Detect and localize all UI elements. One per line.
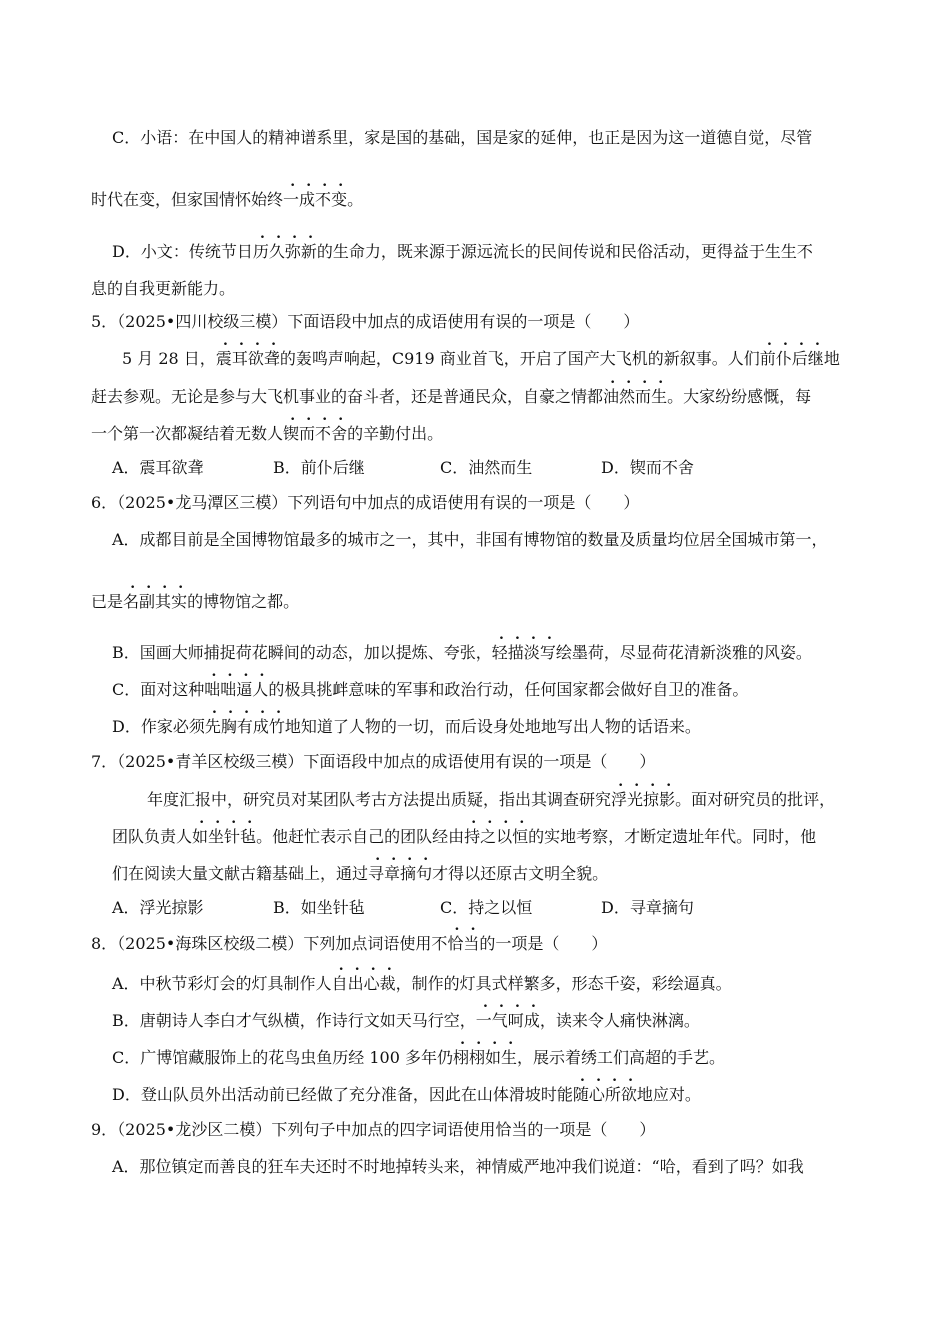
emphasis-char: 掠 <box>643 790 660 809</box>
emphasis-char: 不 <box>315 190 332 209</box>
emphasis-char: 轻 <box>491 643 508 662</box>
emphasized-idiom <box>760 349 824 368</box>
emphasis-char: 成 <box>299 190 316 209</box>
emphasis-char: 弥 <box>284 242 301 261</box>
q7-option-d[interactable]: D．寻章摘句 <box>601 898 694 917</box>
emphasis-char: 栩 <box>452 1048 469 1067</box>
q6-option-a-line2 <box>91 592 299 612</box>
emphasized-idiom <box>492 643 556 662</box>
text: ，展示着绣工们高超的手艺。 <box>517 1048 726 1067</box>
q8-option-c <box>112 1048 725 1068</box>
text: 。 <box>347 190 364 209</box>
q7-passage-line1 <box>147 790 835 810</box>
emphasis-char: 欲 <box>620 1085 637 1104</box>
emphasis-char: 而 <box>299 424 316 443</box>
emphasis-char: 如 <box>485 1048 502 1067</box>
emphasis-char: 历 <box>252 242 269 261</box>
q8-option-a <box>112 974 732 994</box>
q7-option-c[interactable]: C．持之以恒 <box>440 898 533 917</box>
q9-stem: 9．（2025•龙沙区二模）下列句子中加点的四字词语使用恰当的一项是（ ） <box>91 1120 656 1139</box>
emphasis-char: 竹 <box>268 717 285 736</box>
emphasis-char: 生 <box>501 1048 518 1067</box>
emphasis-char: 裁 <box>379 974 396 993</box>
q6-stem: 6．（2025•龙马潭区三模）下列语句中加点的成语使用有误的一项是（ ） <box>91 493 640 512</box>
text: 地 <box>823 349 840 368</box>
emphasis-char: 咄 <box>220 680 237 699</box>
emphasis-char: 前 <box>759 349 776 368</box>
emphasis-char: 胸 <box>220 717 237 736</box>
emphasis-char: 然 <box>619 387 636 406</box>
text: 绘墨荷，尽显荷花清新淡雅的风姿。 <box>555 643 812 662</box>
emphasis-char: 锲 <box>283 424 300 443</box>
text: C．面对这种 <box>112 680 205 699</box>
emphasized-idiom <box>216 349 280 368</box>
emphasis-char: 先 <box>204 717 221 736</box>
text: 的轰鸣声响起，C919 商业首飞，开启了国产大飞机的新叙事。人们 <box>279 349 760 368</box>
emphasized-idiom <box>464 827 528 846</box>
text: 8．（2025•海珠区校级二模）下列加点词语使用不 <box>91 934 448 953</box>
emphasis-char: 光 <box>627 790 644 809</box>
emphasized-idiom <box>368 864 432 883</box>
text: D．登山队员外出活动前已经做了充分准备，因此在山体滑坡时能 <box>112 1085 573 1104</box>
emphasis-char: 生 <box>651 387 668 406</box>
text: 的生命力，既来源于源远流长的民间传说和民俗活动，更得益于生生不 <box>316 242 813 261</box>
emphasized-idiom <box>453 1048 517 1067</box>
q4-option-c-line1: C．小语：在中国人的精神谱系里，家是国的基础，国是家的延伸，也正是因为这一道德自觉，尽管 <box>112 128 813 147</box>
emphasis-char: 描 <box>507 643 524 662</box>
emphasis-char: 恰 <box>447 934 464 953</box>
emphasis-char: 心 <box>588 1085 605 1104</box>
emphasis-char: 持 <box>464 827 481 846</box>
text: ，读来令人痛快淋漓。 <box>539 1011 700 1030</box>
emphasis-char: 有 <box>236 717 253 736</box>
q4-option-d-line2: 息的自我更新能力。 <box>91 279 236 298</box>
q7-passage-line3 <box>112 864 608 884</box>
emphasis-char: 心 <box>363 974 380 993</box>
emphasis-char: 油 <box>603 387 620 406</box>
emphasized-idiom <box>476 1011 540 1030</box>
emphasis-char: 淡 <box>523 643 540 662</box>
q6-option-d <box>112 717 701 737</box>
q8-stem <box>91 934 607 954</box>
q6-option-a-line1: A．成都目前是全国博物馆最多的城市之一，其中，非国有博物馆的数量及质量均位居全国城市第一， <box>112 530 828 549</box>
emphasis-char: 耳 <box>231 349 248 368</box>
emphasis-char: 出 <box>347 974 364 993</box>
emphasis-char: 逼 <box>236 680 253 699</box>
emphasis-char: 随 <box>572 1085 589 1104</box>
q5-passage-line1 <box>122 349 840 369</box>
emphasis-char: 名 <box>123 592 140 611</box>
emphasis-char: 久 <box>268 242 285 261</box>
emphasis-char: 成 <box>523 1011 540 1030</box>
emphasis-char: 新 <box>300 242 317 261</box>
q7-stem: 7．（2025•青羊区校级三模）下面语段中加点的成语使用有误的一项是（ ） <box>91 752 656 771</box>
text: 的实地考察，才断定遗址年代。同时，他 <box>528 827 817 846</box>
q9-option-a-line1: A．那位镇定而善良的狂车夫还时不时地掉转头来，神情威严地冲我们说道：“哈，看到了吗？如我 <box>112 1157 804 1176</box>
q7-passage-line2 <box>112 827 816 847</box>
text: 。大家纷纷感慨，每 <box>667 387 812 406</box>
text: B．唐朝诗人李白才气纵横，作诗行文如天马行空， <box>112 1011 476 1030</box>
q4-option-d-line1 <box>112 242 813 262</box>
emphasis-char: 摘 <box>400 864 417 883</box>
text: 。他赶忙表示自己的团队经由 <box>256 827 465 846</box>
emphasis-char: 而 <box>635 387 652 406</box>
emphasis-char: 咄 <box>204 680 221 699</box>
emphasis-char: 写 <box>539 643 556 662</box>
q5-option-d[interactable]: D．锲而不舍 <box>601 458 694 477</box>
emphasis-char: 影 <box>659 790 676 809</box>
text: 时代在变，但家国情怀始终 <box>91 190 284 209</box>
emphasized-idiom <box>332 974 396 993</box>
q5-option-c[interactable]: C．油然而生 <box>440 458 533 477</box>
emphasized-idiom <box>123 592 187 611</box>
emphasis-char: 继 <box>807 349 824 368</box>
emphasis-char: 自 <box>331 974 348 993</box>
text: 5 月 28 日， <box>122 349 216 368</box>
text: 地知道了人物的一切，而后设身处地地写出人物的话语来。 <box>284 717 701 736</box>
text: 才得以还原古文明全貌。 <box>432 864 609 883</box>
text: 的博物馆之都。 <box>187 592 300 611</box>
text: D．小文：传统节日 <box>112 242 253 261</box>
emphasis-char: 一 <box>283 190 300 209</box>
emphasis-char: 其 <box>155 592 172 611</box>
text: 已是 <box>91 592 124 611</box>
q5-option-b[interactable]: B．前仆后继 <box>273 458 365 477</box>
text: 的辛勤付出。 <box>347 424 444 443</box>
q5-option-a[interactable]: A．震耳欲聋 <box>112 458 204 477</box>
emphasis-char: 寻 <box>368 864 385 883</box>
emphasis-char: 舍 <box>331 424 348 443</box>
emphasis-char: 后 <box>791 349 808 368</box>
text: 团队负责人 <box>112 827 193 846</box>
text: 的一项是（ ） <box>479 934 608 953</box>
emphasis-char: 气 <box>491 1011 508 1030</box>
emphasis-char: 变 <box>331 190 348 209</box>
emphasis-char: 聋 <box>263 349 280 368</box>
text: 赶去参观。无论是参与大飞机事业的奋斗者，还是普通民众，自豪之情都 <box>91 387 604 406</box>
text: 一个第一次都凝结着无数人 <box>91 424 284 443</box>
emphasized-idiom <box>611 790 675 809</box>
emphasis-char: 坐 <box>208 827 225 846</box>
emphasized-idiom <box>573 1085 637 1104</box>
emphasis-char: 章 <box>384 864 401 883</box>
text: 地应对。 <box>636 1085 701 1104</box>
emphasis-char: 不 <box>315 424 332 443</box>
text: ，制作的灯具式样繁多，形态千姿，彩绘逼真。 <box>395 974 732 993</box>
emphasized-idiom <box>283 190 347 209</box>
emphasis-char: 以 <box>496 827 513 846</box>
q7-option-a[interactable]: A．浮光掠影 <box>112 898 204 917</box>
q4-option-c-line2 <box>91 190 363 210</box>
emphasis-char: 如 <box>192 827 209 846</box>
emphasis-char: 成 <box>252 717 269 736</box>
emphasized-word <box>447 934 479 953</box>
q6-option-c <box>112 680 748 700</box>
emphasis-char: 一 <box>475 1011 492 1030</box>
emphasis-char: 欲 <box>247 349 264 368</box>
text: A．中秋节彩灯会的灯具制作人 <box>112 974 332 993</box>
text: 。面对研究员的批评， <box>675 790 836 809</box>
emphasis-char: 恒 <box>512 827 529 846</box>
emphasized-idiom <box>204 680 268 699</box>
text: 的极具挑衅意味的军事和政治行动，任何国家都会做好自卫的准备。 <box>268 680 749 699</box>
emphasis-char: 实 <box>171 592 188 611</box>
text: D．作家必须 <box>112 717 205 736</box>
emphasized-idiom <box>192 827 256 846</box>
q8-option-b <box>112 1011 700 1031</box>
text: B．国画大师捕捉荷花瞬间的动态，加以提炼、夸张， <box>112 643 492 662</box>
emphasis-char: 之 <box>480 827 497 846</box>
q7-option-b[interactable]: B．如坐针毡 <box>273 898 365 917</box>
q8-option-d <box>112 1085 701 1105</box>
q5-stem: 5．（2025•四川校级三模）下面语段中加点的成语使用有误的一项是（ ） <box>91 312 640 331</box>
emphasized-idiom <box>283 424 347 443</box>
emphasis-char: 栩 <box>468 1048 485 1067</box>
text: 年度汇报中，研究员对某团队考古方法提出质疑，指出其调查研究 <box>147 790 612 809</box>
emphasis-char: 当 <box>463 934 480 953</box>
emphasis-char: 人 <box>252 680 269 699</box>
q6-option-b <box>112 643 812 663</box>
emphasis-char: 副 <box>139 592 156 611</box>
emphasis-char: 仆 <box>775 349 792 368</box>
emphasis-char: 所 <box>604 1085 621 1104</box>
emphasis-char: 呵 <box>507 1011 524 1030</box>
q5-passage-line2 <box>91 387 811 407</box>
emphasis-char: 震 <box>215 349 232 368</box>
emphasis-char: 毡 <box>240 827 257 846</box>
emphasis-char: 句 <box>416 864 433 883</box>
q5-passage-line3 <box>91 424 443 444</box>
emphasized-idiom <box>205 717 285 736</box>
emphasis-char: 浮 <box>611 790 628 809</box>
emphasized-idiom <box>253 242 317 261</box>
text: C．广博馆藏服饰上的花鸟虫鱼历经 100 多年仍 <box>112 1048 453 1067</box>
text: 们在阅读大量文献古籍基础上，通过 <box>112 864 369 883</box>
emphasized-idiom <box>603 387 667 406</box>
emphasis-char: 针 <box>224 827 241 846</box>
